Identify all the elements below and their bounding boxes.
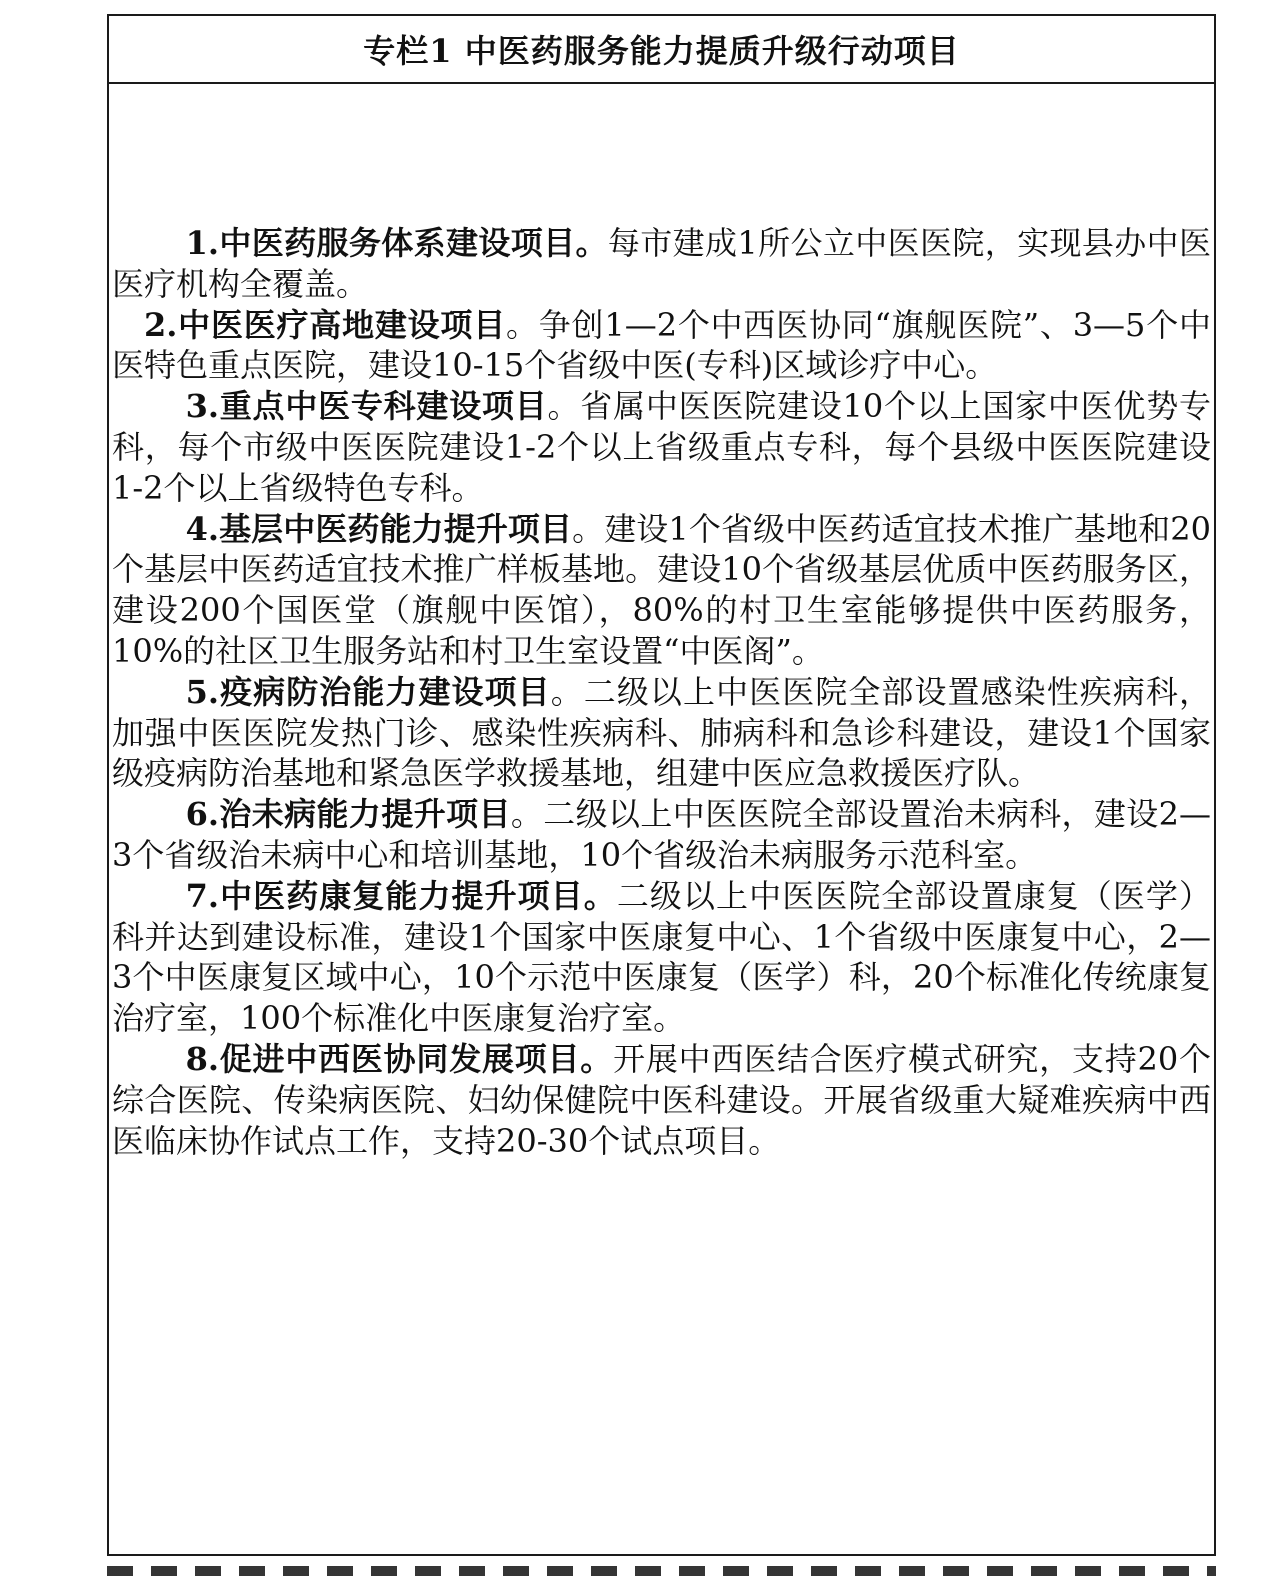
project-item-text: 。省属中医医院建设10个以上国家中医优势专科，每个市级中医医院建设1-2个以上省级重点专科，每个县级中医医院建设1-2个以上省级特色专科。 bbox=[112, 387, 1211, 507]
project-item-heading: 2.中医医疗高地建设项目 bbox=[144, 305, 506, 344]
project-item-heading: 3.重点中医专科建设项目 bbox=[185, 387, 548, 426]
project-item bbox=[112, 509, 1211, 672]
cropped-next-line bbox=[107, 1562, 1216, 1580]
project-item bbox=[112, 876, 1211, 1039]
project-item-text: 每市建成1所公立中医医院，实现县办中医医疗机构全覆盖。 bbox=[112, 224, 1211, 303]
project-item bbox=[112, 672, 1211, 794]
project-box bbox=[107, 14, 1216, 1556]
project-list bbox=[112, 223, 1211, 1161]
cropped-text-fragment bbox=[107, 1566, 1216, 1576]
project-item-heading: 6.治未病能力提升项目 bbox=[185, 795, 511, 834]
project-item-text: 。二级以上中医医院全部设置感染性疾病科，加强中医医院发热门诊、感染性疾病科、肺病科和急诊科建设，建设1个国家级疫病防治基地和紧急医学救援基地，组建中医应急救援医疗队。 bbox=[112, 672, 1211, 793]
project-item-text: 。争创1—2个中西医协同“旗舰医院”、3—5个中医特色重点医院，建设10-15个省级中医(专科)区域诊疗中心。 bbox=[112, 305, 1211, 385]
project-item bbox=[112, 1039, 1211, 1161]
project-item-text: 二级以上中医医院全部设置康复（医学）科并达到建设标准，建设1个国家中医康复中心、1个省级中医康复中心，2—3个中医康复区域中心，10个示范中医康复（医学）科，20个标准化传统康复治疗室，100个标准化中医康复治疗室。 bbox=[112, 876, 1211, 1038]
project-item bbox=[112, 386, 1211, 508]
project-item-text: 开展中西医结合医疗模式研究，支持20个综合医院、传染病医院、妇幼保健院中医科建设。开展省级重大疑难疾病中西医临床协作试点工作，支持20-30个试点项目。 bbox=[112, 1039, 1211, 1160]
project-item-text: 。二级以上中医医院全部设置治未病科，建设2—3个省级治未病中心和培训基地，10个省级治未病服务示范科室。 bbox=[112, 795, 1211, 874]
project-item-heading: 4.基层中医药能力提升项目 bbox=[185, 509, 573, 548]
box-title: 专栏1 中医药服务能力提质升级行动项目 bbox=[109, 16, 1214, 84]
project-item-text: 。建设1个省级中医药适宜技术推广基地和20个基层中医药适宜技术推广样板基地。建设10个省级基层优质中医药服务区，建设200个国医堂（旗舰中医馆），80%的村卫生室能够提供中医药服务，10%的社区卫生服务站和村卫生室设置“中医阁”。 bbox=[112, 509, 1211, 670]
project-item bbox=[112, 794, 1211, 876]
project-item-heading: 1.中医药服务体系建设项目。 bbox=[185, 224, 608, 262]
project-item-heading: 5.疫病防治能力建设项目 bbox=[185, 672, 551, 711]
project-item bbox=[112, 305, 1211, 387]
project-item bbox=[112, 223, 1211, 305]
project-item-heading: 7.中医药康复能力提升项目。 bbox=[185, 876, 617, 915]
project-item-heading: 8.促进中西医协同发展项目。 bbox=[185, 1039, 614, 1078]
